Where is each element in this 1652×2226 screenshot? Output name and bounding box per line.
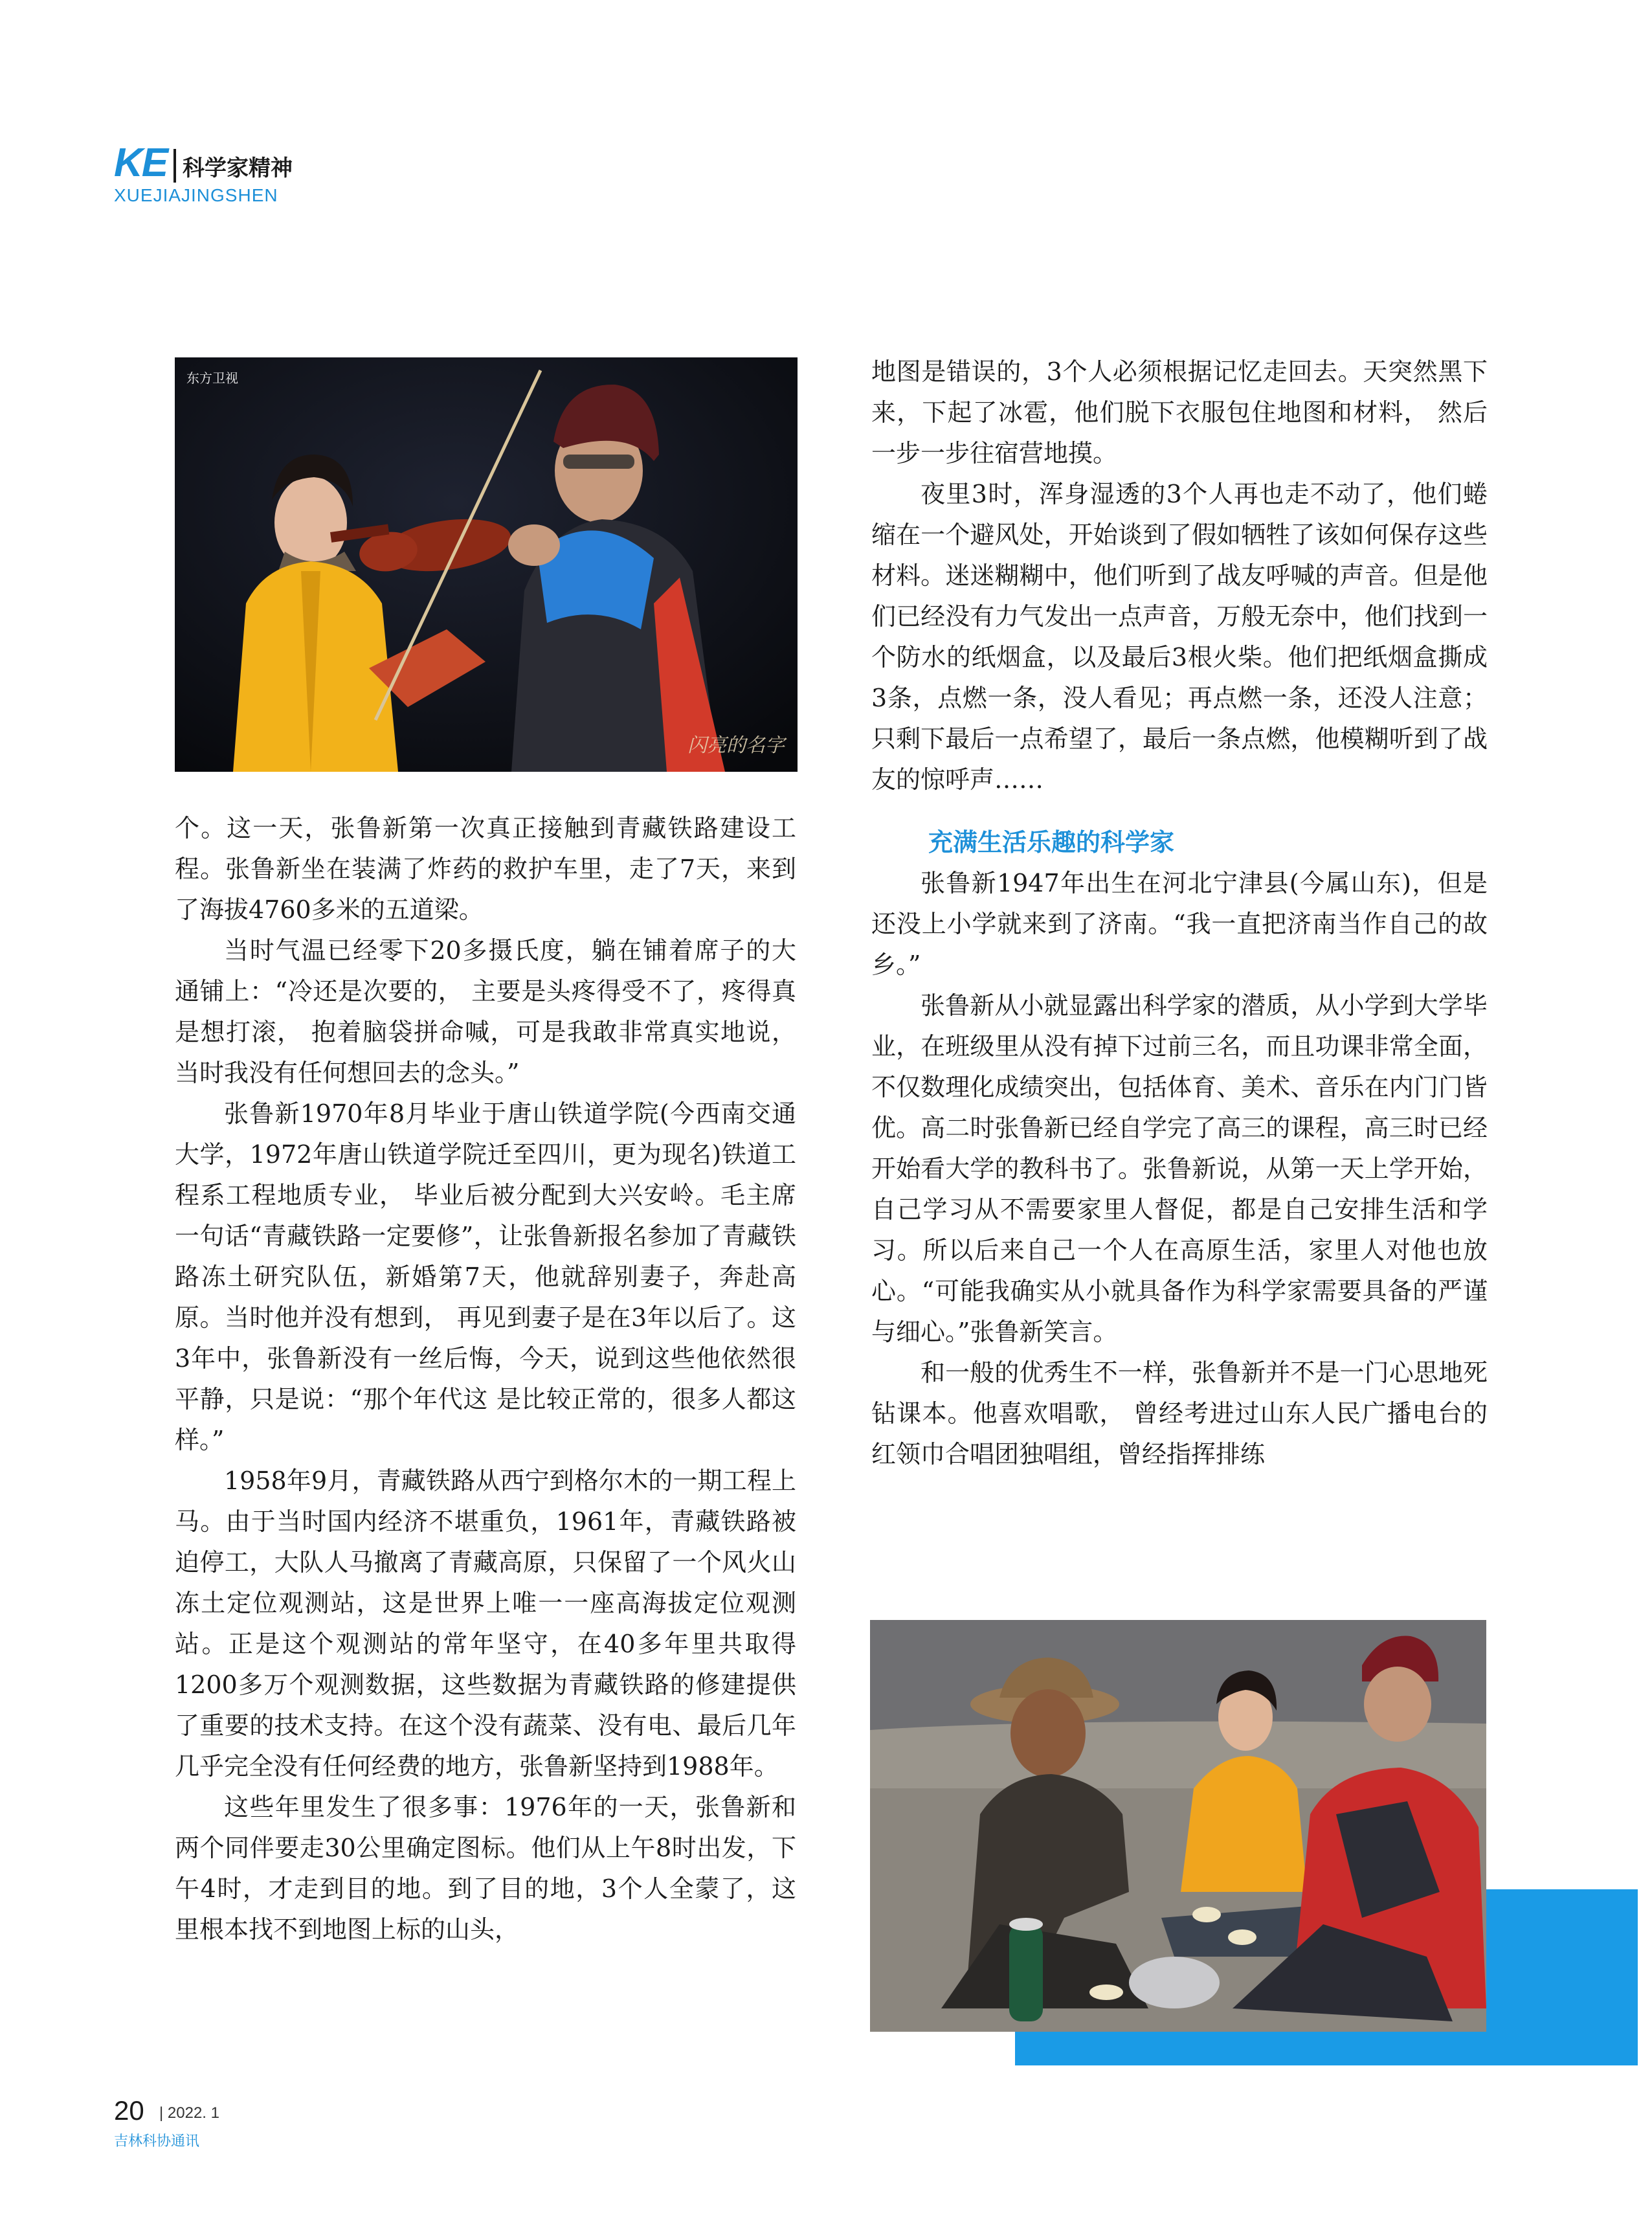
tv-watermark: 东方卫视 xyxy=(186,370,238,386)
section-pinyin: XUEJIAJINGSHEN xyxy=(114,185,278,205)
paragraph: 张鲁新1970年8月毕业于唐山铁道学院(今西南交通大学，1972年唐山铁道学院迁至四川，更为现名)铁道工程系工程地质专业， 毕业后被分配到大兴安岭。毛主席一句话“青藏铁路一定要修”，让张鲁新报名参加了青藏铁路冻土研究队伍，新婚第7天，他就辞别妻子，奔赴高原。当时他并没有想到， 再见到妻子是在3年以后了。这3年中，张鲁新没有一丝后悔，今天，说到这些他依然很平静，只是说：“那个年代这 是比较正常的，很多人都这样。” xyxy=(175,1099,796,1454)
paragraph: 和一般的优秀生不一样，张鲁新并不是一门心思地死钻课本。他喜欢唱歌， 曾经考进过山东人民广播电台的红领巾合唱团独唱组，曾经指挥排练 xyxy=(871,1358,1488,1468)
paragraph: 张鲁新1947年出生在河北宁津县(今属山东)，但是还没上小学就来到了济南。“我一直把济南当作自己的故乡。” xyxy=(871,869,1488,979)
paragraph: 这些年里发生了很多事：1976年的一天，张鲁新和两个同伴要走30公里确定图标。他们从上午8时出发，下午4时，才走到目的地。到了目的地，3个人全蒙了，这里根本找不到地图上标的山头， xyxy=(175,1793,796,1944)
paragraph: 张鲁新从小就显露出科学家的潜质，从小学到大学毕业，在班级里从没有掉下过前三名，而且功课非常全面， 不仅数理化成绩突出，包括体育、美术、音乐在内门门皆优。高二时张鲁新已经自学完了高三的课程，高三时已经开始看大学的教科书了。张鲁新说，从第一天上学开始，自己学习从不需要家里人督促，都是自己安排生活和学习。所以后来自己一个人在高原生活，家里人对他也放心。“可能我确实从小就具备作为科学家需要具备的严谨与细心。”张鲁新笑言。 xyxy=(871,991,1488,1346)
section-title: 科学家精神 xyxy=(183,155,293,181)
article-column-right xyxy=(871,352,1488,1475)
page-number: 20 xyxy=(114,2095,144,2126)
section-subheading: 充满生活乐趣的科学家 xyxy=(928,828,1175,857)
photo-violin-performance xyxy=(175,357,798,772)
section-logo: KE xyxy=(114,141,168,185)
paragraph: 地图是错误的，3个人必须根据记忆走回去。天突然黑下来，下起了冰雹，他们脱下衣服包住地图和材料， 然后一步一步往宿营地摸。 xyxy=(871,357,1488,467)
program-signature: 闪亮的名字 xyxy=(687,734,785,757)
issue-label: | 2022. 1 xyxy=(159,2104,219,2122)
photo-plateau-meal xyxy=(870,1620,1486,2032)
paragraph: 1958年9月，青藏铁路从西宁到格尔木的一期工程上马。由于当时国内经济不堪重负，1961年，青藏铁路被迫停工，大队人马撤离了青藏高原，只保留了一个风火山冻土定位观测站，这是世界上唯一一座高海拔定位观测站。正是这个观测站的常年坚守，在40多年里共取得1200多万个观测数据，这些数据为青藏铁路的修建提供了重要的技术支持。在这个没有蔬菜、没有电、最后几年几乎完全没有任何经费的地方，张鲁新坚持到1988年。 xyxy=(175,1467,796,1781)
paragraph: 夜里3时，浑身湿透的3个人再也走不动了，他们蜷缩在一个避风处，开始谈到了假如牺牲了该如何保存这些材料。迷迷糊糊中，他们听到了战友呼喊的声音。但是他们已经没有力气发出一点声音，万般无奈中，他们找到一个防水的纸烟盒，以及最后3根火柴。他们把纸烟盒撕成3条，点燃一条，没人看见；再点燃一条，还没人注意；只剩下最后一点希望了，最后一条点燃，他模糊听到了战友的惊呼声…… xyxy=(871,480,1488,794)
paragraph: 当时气温已经零下20多摄氏度，躺在铺着席子的大通铺上：“冷还是次要的， 主要是头疼得受不了，疼得真是想打滚， 抱着脑袋拼命喊，可是我敢非常真实地说，当时我没有任何想回去的念头。” xyxy=(175,936,796,1087)
header-divider xyxy=(173,149,176,183)
paragraph: 个。这一天，张鲁新第一次真正接触到青藏铁路建设工程。张鲁新坐在装满了炸药的救护车里，走了7天，来到了海拔4760多米的五道梁。 xyxy=(175,814,796,924)
article-column-left xyxy=(175,808,796,1950)
photo-violin-illustration xyxy=(175,357,798,772)
photo-plateau-illustration xyxy=(870,1620,1486,2032)
magazine-name: 吉林科协通讯 xyxy=(114,2133,200,2150)
